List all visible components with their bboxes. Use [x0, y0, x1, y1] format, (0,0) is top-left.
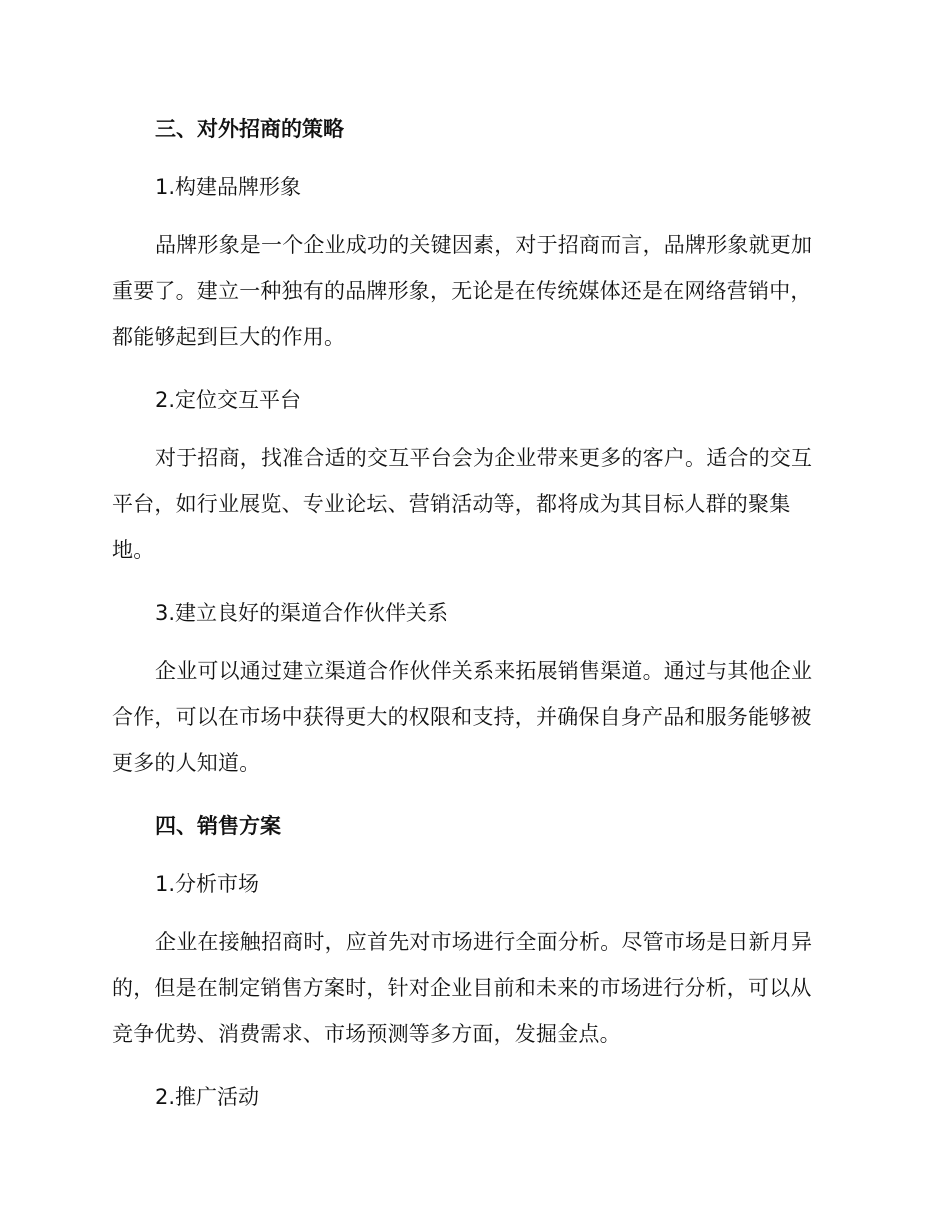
subheading-interaction-platform: 2.定位交互平台 — [155, 388, 302, 412]
subheading-brand-image: 1.构建品牌形象 — [155, 175, 302, 199]
paragraph-channel-partners: 企业可以通过建立渠道合作伙伴关系来拓展销售渠道。通过与其他企业合作，可以在市场中获得更大的权限和支持，并确保自身产品和服务能够被更多的人知道。 — [112, 659, 813, 775]
section-heading-strategy: 三、对外招商的策略 — [155, 117, 344, 141]
section-heading-sales-plan: 四、销售方案 — [155, 814, 281, 838]
subheading-market-analysis: 1.分析市场 — [155, 872, 260, 896]
paragraph-brand-image: 品牌形象是一个企业成功的关键因素，对于招商而言，品牌形象就更加重要了。建立一种独有的品牌形象，无论是在传统媒体还是在网络营销中，都能够起到巨大的作用。 — [112, 233, 813, 349]
document-body — [112, 112, 832, 1138]
subheading-promotion: 2.推广活动 — [155, 1085, 260, 1109]
paragraph-market-analysis: 企业在接触招商时，应首先对市场进行全面分析。尽管市场是日新月异的，但是在制定销售方案时，针对企业目前和未来的市场进行分析，可以从竞争优势、消费需求、市场预测等多方面，发掘金点。 — [112, 930, 813, 1046]
subheading-channel-partners: 3.建立良好的渠道合作伙伴关系 — [155, 601, 449, 625]
paragraph-interaction-platform: 对于招商，找准合适的交互平台会为企业带来更多的客户。适合的交互平台，如行业展览、专业论坛、营销活动等，都将成为其目标人群的聚集地。 — [112, 446, 813, 562]
